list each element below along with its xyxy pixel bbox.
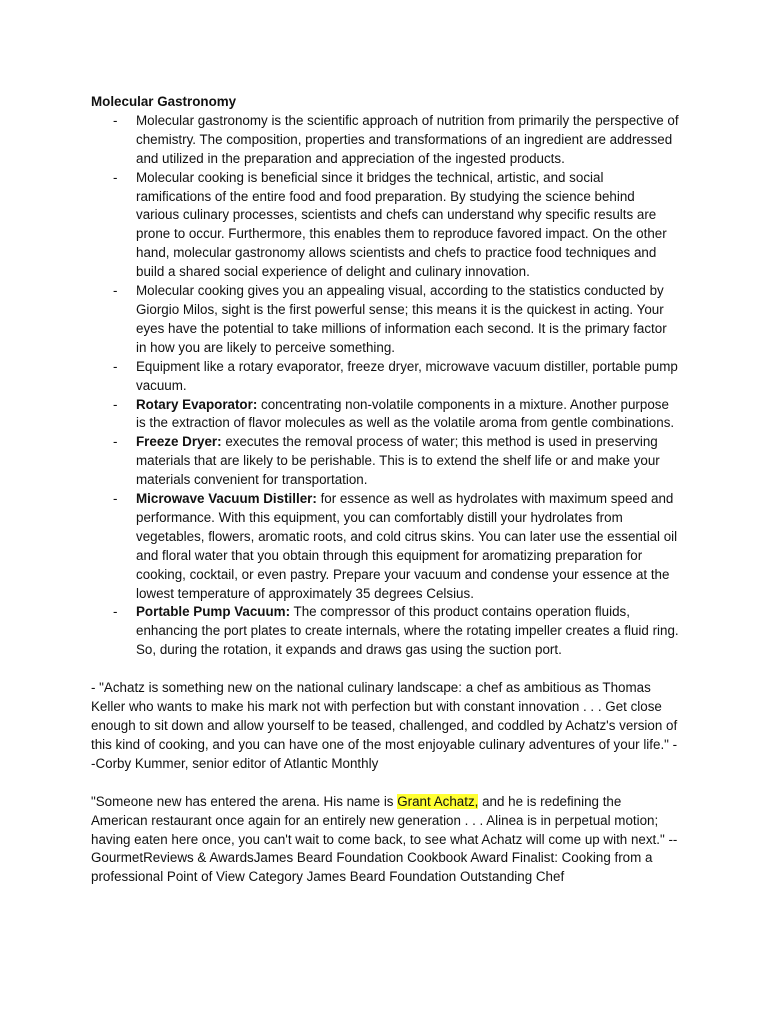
bullet-dash: - [113,604,118,620]
bullet-text: for essence as well as hydrolates with maximum speed and performance. With this equipment, you can comfortably distill your hydrolates from vegetables, flowers, aromatic roots, and cold citrus skins. You can later use the essential oil and floral water that you obtain through this equipment for aromatizing preparation for cooking, cocktail, or even pastry. Prepare your vacuum and condense your essence at the lowest temperature of approximately 35 degrees Celsius. [136,491,678,601]
list-item [91,358,680,396]
quote-text-start: "Someone new has entered the arena. His name is [91,793,398,809]
highlighted-name: Grant Achatz, [397,793,479,809]
quote-kummer: - "Achatz is something new on the national culinary landscape: a chef as ambitious as Thomas Keller who wants to make his mark not with perfection but with constant innovation . . . Get close enough to sit down and allow yourself to be teased, challenged, and coddled by Achatz's version of this kind of cooking, and you can have one of the most enjoyable culinary adventures of your life." --Corby Kummer, senior editor of Atlantic Monthly [91,680,678,771]
list-item [91,282,680,358]
bullet-dash: - [113,434,118,450]
quote-gourmet [91,793,680,888]
list-item [91,603,680,660]
bullet-lead: Portable Pump Vacuum: [136,604,291,620]
bullet-dash: - [113,491,118,507]
bullet-dash: - [113,358,118,374]
bullet-text: concentrating non-volatile components in a mixture. Another purpose is the extraction of flavor molecules as well as the volatile aroma from gentle combinations. [136,396,675,431]
bullet-text: Equipment like a rotary evaporator, freeze dryer, microwave vacuum distiller, portable pump vacuum. [136,358,678,393]
bullet-dash: - [113,112,118,128]
list-item [91,396,680,434]
document-title: Molecular Gastronomy [91,94,237,109]
bullet-list [91,112,680,660]
list-item [91,169,680,282]
bullet-text: Molecular cooking gives you an appealing visual, according to the statistics conducted by Giorgio Milos, sight is the first powerful sense; this means it is the quickest in acting. Your eyes have the potential to take millions of information each second. It is the primary factor in how you are likely to perceive something. [136,283,667,355]
bullet-dash: - [113,283,118,299]
bullet-text: The compressor of this product contains operation fluids, enhancing the port plates to create internals, where the rotating impeller creates a fluid ring. So, during the rotation, it expands and draws gas using the suction port. [136,604,679,658]
list-item [91,112,680,169]
list-item [91,433,680,490]
list-item [91,490,680,603]
bullet-text: executes the removal process of water; this method is used in preserving materials that are likely to be perishable. This is to extend the shelf life or and make your materials convenient for transportation. [136,434,660,488]
bullet-dash: - [113,396,118,412]
bullet-text: Molecular cooking is beneficial since it bridges the technical, artistic, and social ramifications of the entire food and food preparation. By studying the science behind various culinary processes, scientists and chefs can understand why specific results are prone to occur. Furthermore, this enables them to reproduce favored impact. On the other hand, molecular gastronomy allows scientists and chefs to practice food techniques and build a shared social experience of delight and culinary innovation. [136,169,667,280]
bullet-lead: Rotary Evaporator: [136,396,258,412]
quote-text-end: and he is redefining the American restaurant once again for an entirely new generation . . . Alinea is in perpetual motion; having eaten here once, you can't wait to come back, to see what Achatz will come up with next." --GourmetReviews & AwardsJames Beard Foundation Cookbook Award Finalist: Cooking from a professional Point of View Category James Beard Foundation Outstanding Chef [91,793,678,885]
bullet-dash: - [113,169,118,185]
bullet-text: Molecular gastronomy is the scientific approach of nutrition from primarily the perspective of chemistry. The composition, properties and transformations of an ingredient are addressed and utilized in the preparation and appreciation of the ingested products. [136,112,679,166]
bullet-lead: Freeze Dryer: [136,434,222,450]
bullet-lead: Microwave Vacuum Distiller: [136,491,317,507]
